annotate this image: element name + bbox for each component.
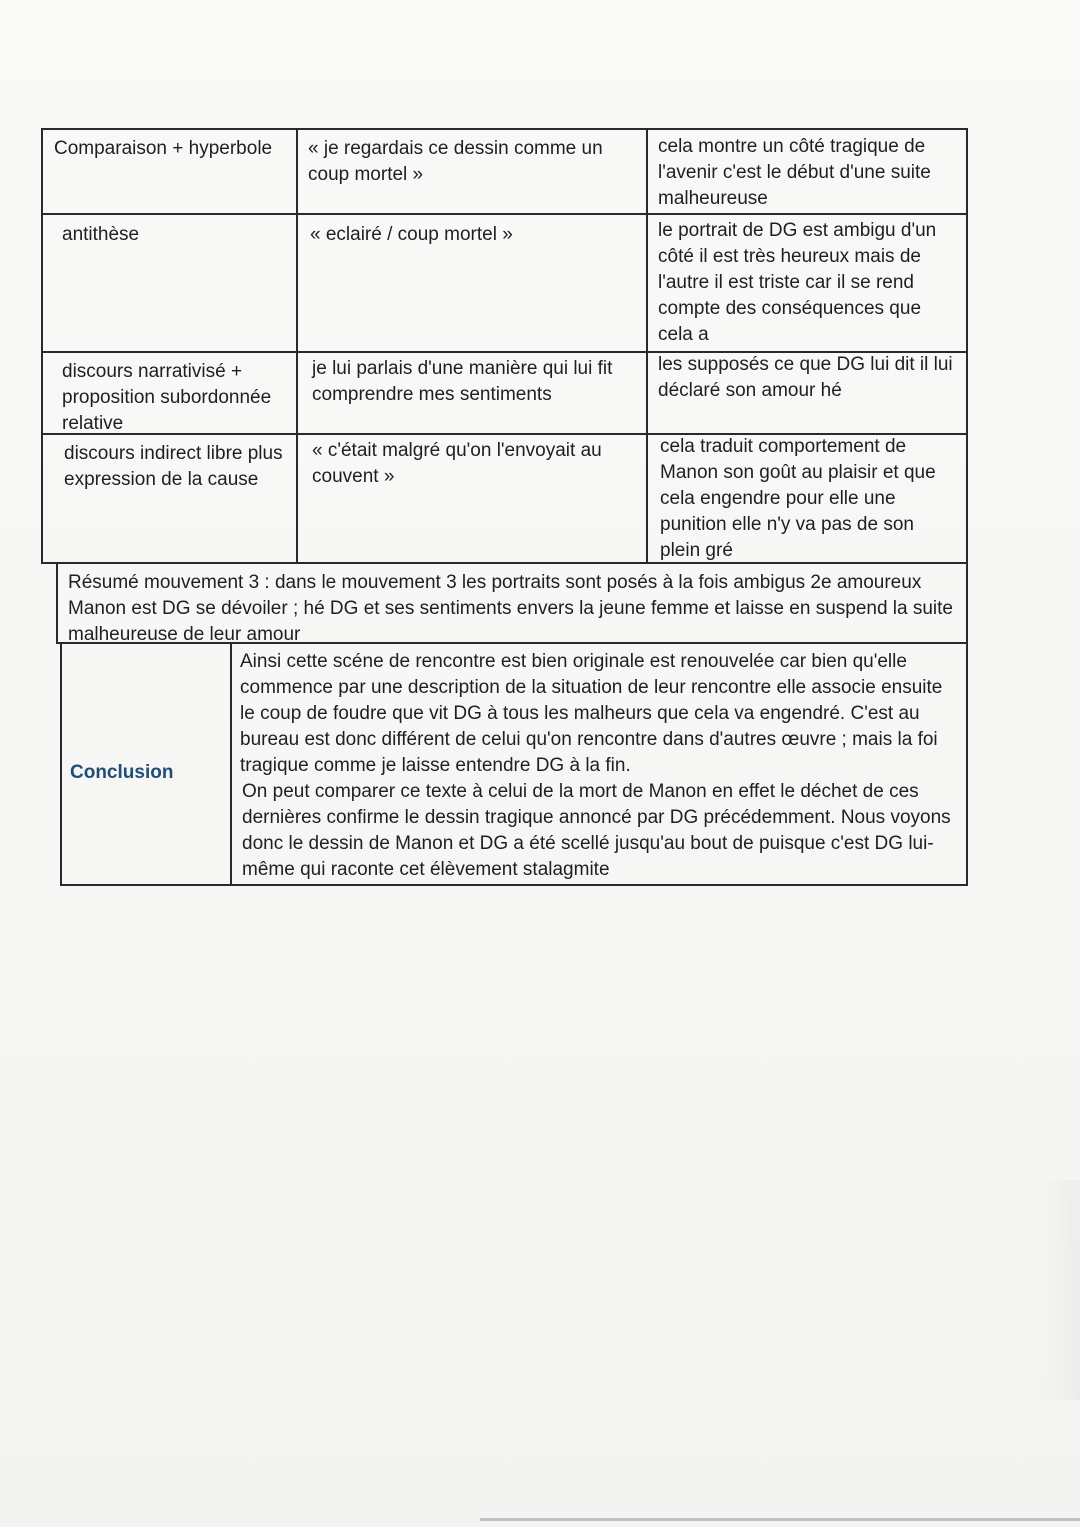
table-cell-figure: discours indirect libre plus expression de la cause: [64, 443, 283, 490]
col-border-right: [966, 128, 968, 564]
table-cell-figure: discours narrativisé + proposition subordonnée relative: [62, 361, 272, 434]
page-bottom-edge: [480, 1518, 1080, 1521]
table-cell-citation: je lui parlais d'une manière qui lui fit comprendre mes sentiments: [312, 358, 613, 405]
col-divider: [296, 128, 298, 564]
table-cell-figure: Comparaison + hyperbole: [54, 138, 273, 159]
conclusion-paragraph: On peut comparer ce texte à celui de la mort de Manon en effet le déchet de ces dernières confirme le dessin tragique annoncé par DG précédemment. Nous voyons donc le dessin de Manon et DG a été scellé jusqu'au bout de puisque c'est DG lui-même qui raconte cet élèvement stalagmite: [242, 781, 951, 880]
scan-shadow: [1040, 1180, 1080, 1400]
table-cell-citation: « eclairé / coup mortel »: [310, 224, 513, 245]
conclusion-border-right: [966, 642, 968, 886]
table-cell-interpretation: les supposés ce que DG lui dit il lui déclaré son amour hé: [658, 354, 953, 401]
movement-summary: Résumé mouvement 3 : dans le mouvement 3 les portraits sont posés à la fois ambigus 2e amoureux Manon est DG se dévoiler ; hé DG et ses sentiments envers la jeune femme et laisse en suspend la suite malheureuse de leur amour: [68, 572, 954, 645]
table-cell-figure: antithèse: [62, 224, 140, 245]
conclusion-label: Conclusion: [70, 762, 174, 783]
col-divider: [646, 128, 648, 564]
summary-border-right: [966, 562, 968, 644]
table-cell-interpretation: cela montre un côté tragique de l'avenir c'est le début d'une suite malheureuse: [658, 136, 931, 209]
table-cell-citation: « c'était malgré qu'on l'envoyait au couvent »: [312, 440, 602, 487]
table-cell-interpretation: cela traduit comportement de Manon son goût au plaisir et que cela engendre pour elle une punition elle n'y va pas de son plein gré: [660, 436, 936, 561]
summary-border-left: [56, 562, 58, 644]
conclusion-paragraph: Ainsi cette scéne de rencontre est bien originale est renouvelée car bien qu'elle commence par une description de la situation de leur rencontre elle associe ensuite le coup de foudre que vit DG à tous les malheurs que cela va engendré. C'est au bureau est donc différent de celui qu'on rencontre dans d'autres œuvre ; mais la foi tragique comme je laisse entendre DG à la fin.: [240, 651, 943, 776]
table-cell-citation: « je regardais ce dessin comme un coup mortel »: [308, 138, 603, 185]
col-border-left: [41, 128, 43, 564]
table-cell-interpretation: le portrait de DG est ambigu d'un côté il est très heureux mais de l'autre il est triste car il se rend compte des conséquences que cela a: [658, 220, 937, 345]
